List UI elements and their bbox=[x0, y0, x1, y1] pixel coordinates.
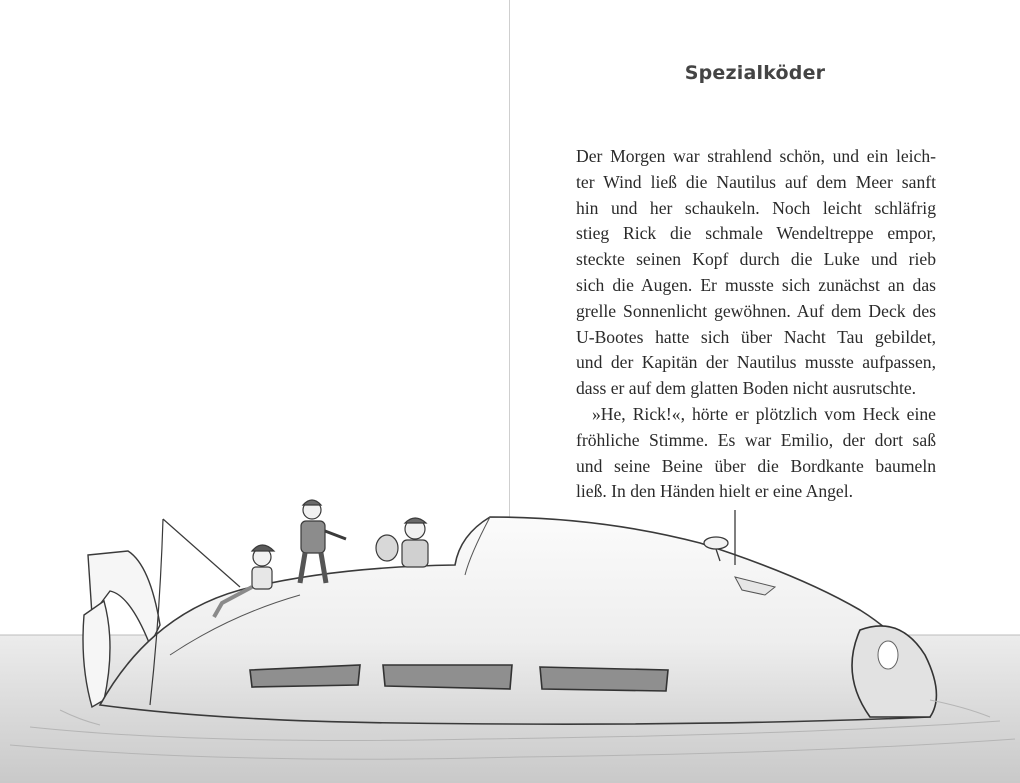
text-line: und der Kapitän der Nautilus musste aufpassen, bbox=[576, 352, 936, 373]
text-line: grelle Sonnenlicht gewöhnen. Auf dem Deck des bbox=[576, 300, 936, 321]
text-line: hin und her schaukeln. Noch leicht schläfrig bbox=[576, 197, 936, 218]
submarine-illustration bbox=[0, 495, 1020, 783]
text-line: steckte seinen Kopf durch die Luke und rieb bbox=[576, 249, 936, 270]
text-line: dass er auf dem glatten Boden nicht ausrutschte. bbox=[576, 378, 917, 399]
text-line: U-Bootes hatte sich über Nacht Tau gebildet, bbox=[576, 326, 936, 347]
third-crew-figure bbox=[376, 518, 428, 567]
text-line: sich die Augen. Er musste sich zunächst an das bbox=[576, 274, 936, 295]
chapter-title: Spezialköder bbox=[684, 62, 826, 84]
submarine-hull bbox=[100, 517, 930, 724]
paragraph-1 bbox=[576, 144, 936, 402]
rick-figure bbox=[300, 500, 346, 583]
text-line: ter Wind ließ die Nautilus auf dem Meer sanft bbox=[576, 171, 936, 192]
text-line: ließ. In den Händen hielt er eine Angel. bbox=[576, 481, 854, 502]
text-line: Der Morgen war strahlend schön, und ein leich- bbox=[576, 146, 936, 166]
paragraph-2 bbox=[576, 402, 936, 505]
text-line: fröhliche Stimme. Es war Emilio, der dort saß bbox=[576, 429, 936, 450]
text-line: stieg Rick die schmale Wendeltreppe empor, bbox=[576, 223, 936, 244]
text-line: und seine Beine über die Bordkante baumeln bbox=[576, 455, 936, 476]
text-line: »He, Rick!«, hörte er plötzlich vom Heck eine bbox=[592, 403, 936, 424]
chapter-body bbox=[576, 144, 936, 505]
